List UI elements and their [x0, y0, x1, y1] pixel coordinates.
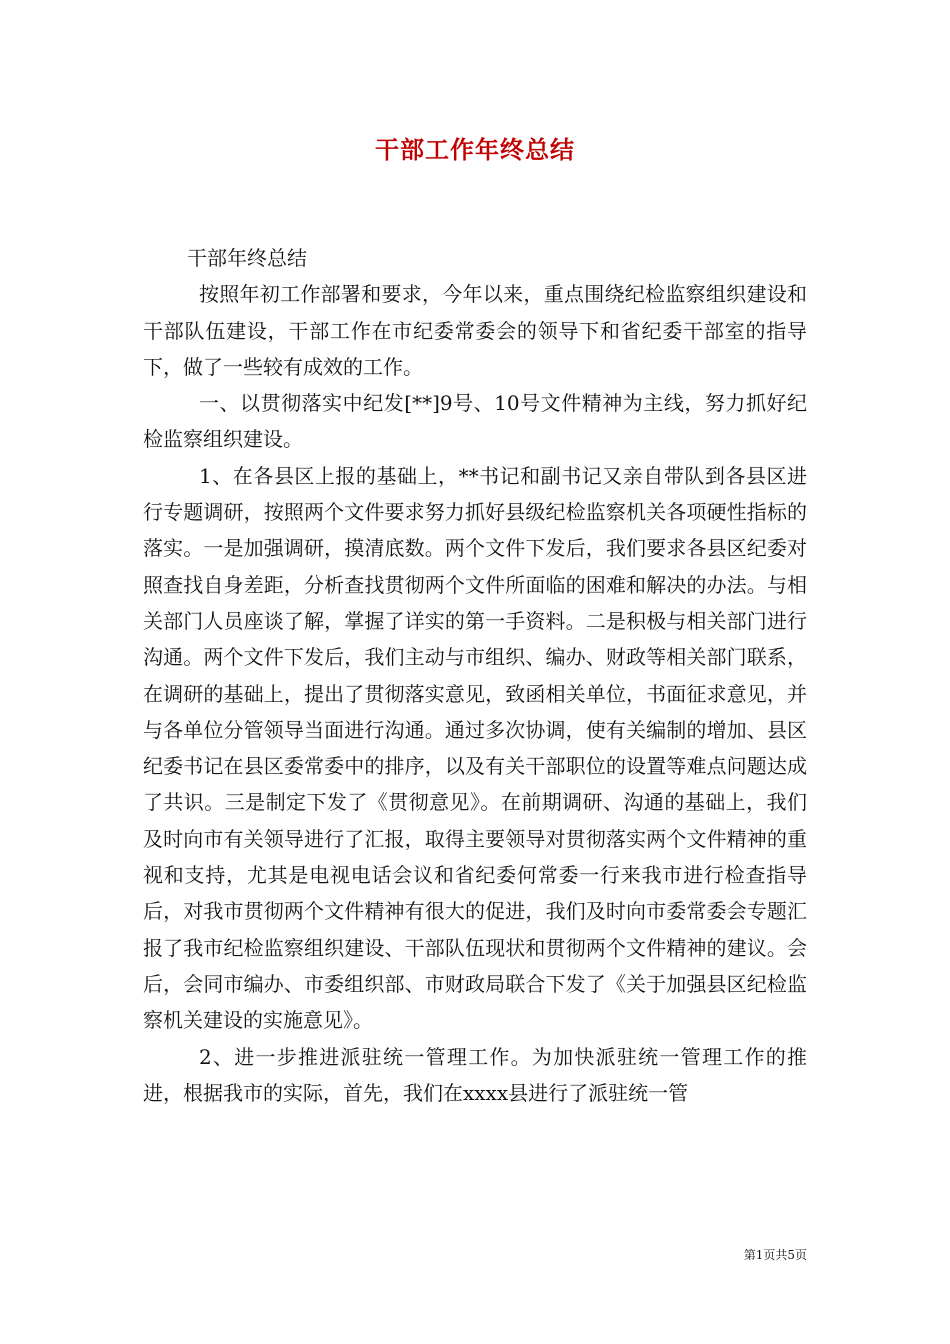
intro-paragraph: 按照年初工作部署和要求，今年以来，重点围绕纪检监察组织建设和干部队伍建设，干部工作在市纪委常委会的领导下和省纪委干部室的指导下，做了一些较有成效的工作。: [143, 282, 807, 379]
section-heading-paragraph: 一、以贯彻落实中纪发[**]9号、10号文件精神为主线，努力抓好纪检监察组织建设。: [143, 391, 807, 452]
item-one-paragraph: 1、在各县区上报的基础上，**书记和副书记又亲自带队到各县区进行专题调研，按照两个文件要求努力抓好县级纪检监察机关各项硬性指标的落实。一是加强调研，摸清底数。两个文件下发后，我们要求各县区纪委对照查找自身差距，分析查找贯彻两个文件所面临的困难和解决的办法。与相关部门人员座谈了解，掌握了详实的第一手资料。二是积极与相关部门进行沟通。两个文件下发后，我们主动与市组织、编办、财政等相关部门联系，在调研的基础上，提出了贯彻落实意见，致函相关单位，书面征求意见，并与各单位分管领导当面进行沟通。通过多次协调，使有关编制的增加、县区纪委书记在县区委常委中的排序，以及有关干部职位的设置等难点问题达成了共识。三是制定下发了《贯彻意见》。在前期调研、沟通的基础上，我们及时向市有关领导进行了汇报，取得主要领导对贯彻落实两个文件精神的重视和支持，尤其是电视电话会议和省纪委何常委一行来我市进行检查指导后，对我市贯彻两个文件精神有很大的促进，我们及时向市委常委会专题汇报了我市纪检监察组织建设、干部队伍现状和贯彻两个文件精神的建议。会后，会同市编办、市委组织部、市财政局联合下发了《关于加强县区纪检监察机关建设的实施意见》。: [143, 463, 807, 1033]
page-number: 第1页共5页: [743, 1248, 807, 1262]
item-two-paragraph: 2、进一步推进派驻统一管理工作。为加快派驻统一管理工作的推进，根据我市的实际，首先，我们在xxxx县进行了派驻统一管: [143, 1044, 807, 1105]
subtitle-paragraph: 干部年终总结: [187, 246, 307, 270]
document-body: [143, 240, 807, 1111]
document-title: 干部工作年终总结: [375, 135, 575, 164]
